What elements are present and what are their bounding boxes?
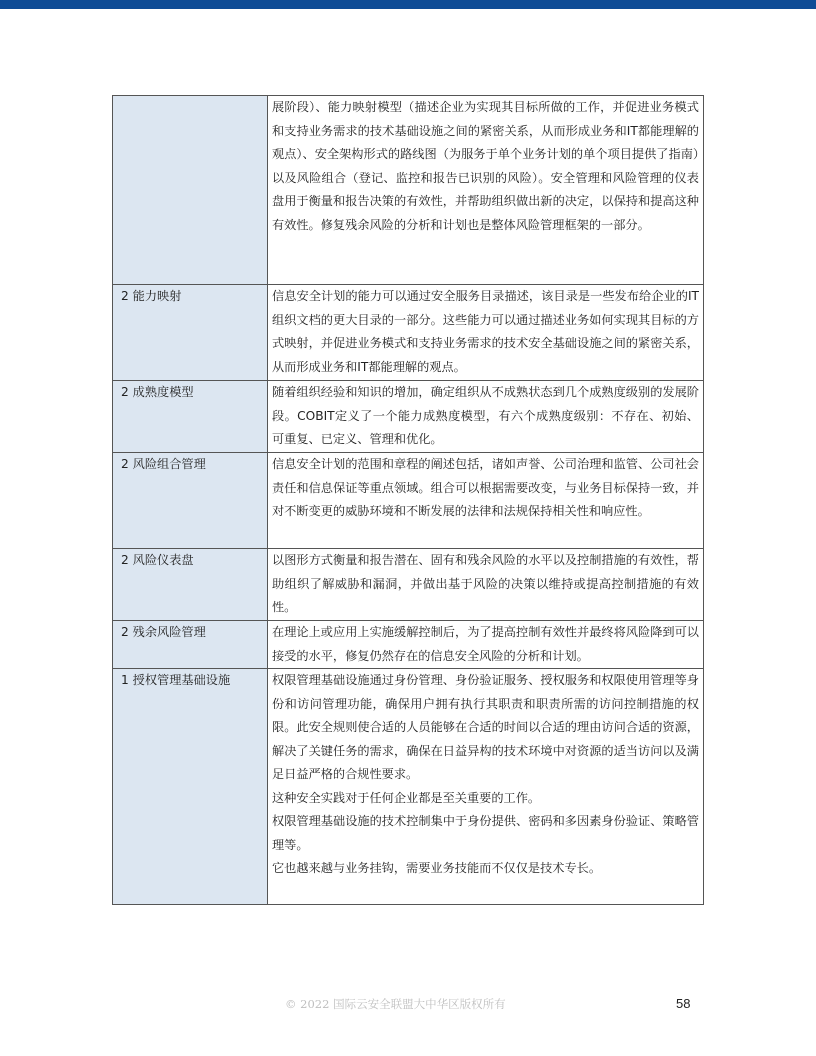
row-label: 2 风险仪表盘: [113, 549, 268, 621]
row-description: [268, 96, 704, 285]
row-label: 2 风险组合管理: [113, 453, 268, 549]
row-paragraph: 展阶段）、能力映射模型（描述企业为实现其目标所做的工作，并促进业务模式和支持业务需求的技术基础设施之间的紧密关系，从而形成业务和IT都能理解的观点）、安全架构形式的路线图（为服务于单个业务计划的单个项目提供了指南）以及风险组合（登记、监控和报告已识别的风险）。安全管理和风险管理的仪表盘用于衡量和报告决策的有效性，并帮助组织做出新的决定，以保持和提高这种有效性。修复残余风险的分析和计划也是整体风险管理框架的一部分。: [272, 100, 699, 232]
table-row: [113, 621, 704, 669]
row-label: 1 授权管理基础设施: [113, 669, 268, 905]
row-label: 2 能力映射: [113, 285, 268, 381]
row-description: [268, 285, 704, 381]
table-row: [113, 549, 704, 621]
table-row: [113, 381, 704, 453]
row-label: 2 残余风险管理: [113, 621, 268, 669]
row-label: [113, 96, 268, 285]
row-paragraph: 它也越来越与业务挂钩，需要业务技能而不仅仅是技术专长。: [272, 861, 602, 875]
row-paragraph: 以图形方式衡量和报告潜在、固有和残余风险的水平以及控制措施的有效性，帮助组织了解威胁和漏洞，并做出基于风险的决策以维持或提高控制措施的有效性。: [272, 553, 699, 614]
table-row: [113, 669, 704, 905]
table-row: [113, 96, 704, 285]
row-paragraph: 这种安全实践对于任何企业都是至关重要的工作。: [272, 790, 541, 805]
header-accent-bar: [0, 0, 816, 9]
row-description: [268, 669, 704, 905]
row-paragraph: 信息安全计划的范围和章程的阐述包括，诸如声誉、公司治理和监管、公司社会责任和信息保证等重点领域。组合可以根据需要改变，与业务目标保持一致，并对不断变更的威胁环境和不断发展的法律和法规保持相关性和响应性。: [272, 457, 699, 518]
page-number: 58: [676, 996, 691, 1011]
row-paragraph: 权限管理基础设施的技术控制集中于身份提供、密码和多因素身份验证、策略管理等。: [272, 814, 699, 852]
footer-copyright: © 2022 国际云安全联盟大中华区版权所有: [285, 997, 506, 1011]
table-row: [113, 453, 704, 549]
content-table: [112, 95, 704, 905]
row-description: [268, 381, 704, 453]
row-description: [268, 621, 704, 669]
row-description: [268, 549, 704, 621]
row-label: 2 成熟度模型: [113, 381, 268, 453]
row-description: [268, 453, 704, 549]
row-paragraph: 随着组织经验和知识的增加，确定组织从不成熟状态到几个成熟度级别的发展阶段。COBIT定义了一个能力成熟度模型，有六个成熟度级别：不存在、初始、可重复、已定义、管理和优化。: [272, 385, 699, 446]
row-paragraph: 权限管理基础设施通过身份管理、身份验证服务、授权服务和权限使用管理等身份和访问管理功能，确保用户拥有执行其职责和职责所需的访问控制措施的权限。此安全规则使合适的人员能够在合适的时间以合适的理由访问合适的资源，解决了关键任务的需求，确保在日益异构的技术环境中对资源的适当访问以及满足日益严格的合规性要求。: [272, 673, 699, 781]
table-row: [113, 285, 704, 381]
row-paragraph: 信息安全计划的能力可以通过安全服务目录描述，该目录是一些发布给企业的IT组织文档的更大目录的一部分。这些能力可以通过描述业务如何实现其目标的方式映射，并促进业务模式和支持业务需求的技术安全基础设施之间的紧密关系，从而形成业务和IT都能理解的观点。: [272, 289, 699, 374]
row-paragraph: 在理论上或应用上实施缓解控制后，为了提高控制有效性并最终将风险降到可以接受的水平，修复仍然存在的信息安全风险的分析和计划。: [272, 625, 699, 663]
